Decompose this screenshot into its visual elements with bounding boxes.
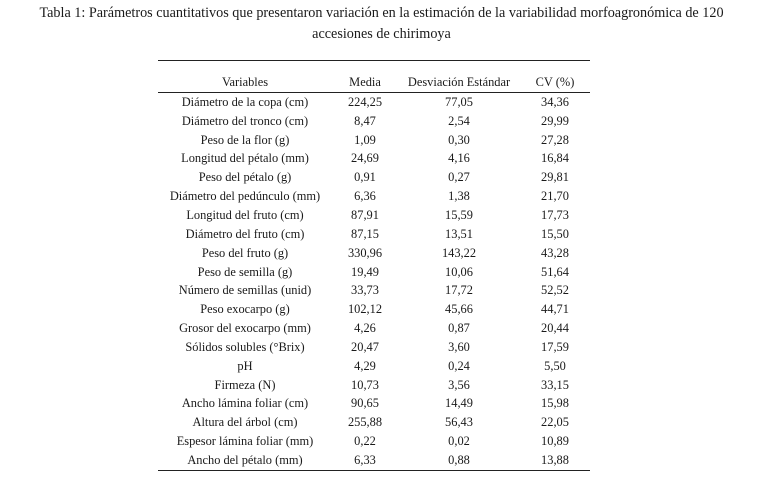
cell-desviacion: 17,72 [445, 283, 473, 298]
cell-cv: 29,99 [541, 113, 569, 128]
table-caption [0, 3, 763, 45]
cell-desviacion: 0,02 [448, 434, 470, 449]
table-row [158, 131, 590, 150]
cell-desviacion: 0,30 [448, 132, 470, 147]
cell-variable: Altura del árbol (cm) [192, 415, 298, 430]
table-row [158, 413, 590, 432]
cell-cv: 13,88 [541, 452, 569, 467]
cell-media: 4,26 [354, 321, 376, 336]
data-table [158, 61, 590, 91]
cell-variable: Número de semillas (unid) [178, 283, 312, 298]
data-table-container [158, 60, 590, 471]
cell-media: 1,09 [354, 132, 376, 147]
cell-variable: Ancho del pétalo (mm) [187, 452, 303, 467]
table-row [158, 187, 590, 206]
header-variables: Variables [221, 75, 269, 89]
cell-media: 330,96 [347, 245, 383, 260]
cell-cv: 21,70 [541, 189, 569, 204]
cell-desviacion: 0,88 [448, 452, 470, 467]
cell-media: 8,47 [354, 113, 376, 128]
cell-desviacion: 1,38 [448, 189, 470, 204]
table-row [158, 395, 590, 414]
table-row [158, 93, 590, 112]
cell-media: 4,29 [354, 358, 376, 373]
table-row [158, 263, 590, 282]
cell-variable: Peso del fruto (g) [201, 245, 289, 260]
cell-desviacion: 13,51 [445, 226, 473, 241]
table-row [158, 300, 590, 319]
cell-media: 24,69 [351, 151, 379, 166]
cell-variable: Peso exocarpo (g) [200, 302, 290, 317]
table-row [158, 150, 590, 169]
cell-variable: Diámetro del tronco (cm) [181, 113, 309, 128]
cell-cv: 17,73 [541, 207, 569, 222]
cell-cv: 34,36 [541, 94, 569, 109]
cell-media: 87,91 [351, 207, 379, 222]
cell-desviacion: 3,56 [448, 377, 470, 392]
table-row [158, 376, 590, 395]
caption-line-1: Tabla 1: Parámetros cuantitativos que presentaron variación en la estimación de la variabilidad morfoagronómica de 120 [39, 5, 724, 21]
table-row [158, 206, 590, 225]
cell-cv: 44,71 [541, 302, 569, 317]
header-cv: CV (%) [535, 75, 575, 89]
cell-cv: 20,44 [541, 321, 569, 336]
cell-media: 20,47 [351, 339, 379, 354]
cell-cv: 10,89 [541, 434, 569, 449]
caption-line-2: accesiones de chirimoya [312, 26, 451, 42]
header-media: Media [349, 75, 381, 89]
cell-cv: 15,98 [541, 396, 569, 411]
cell-cv: 52,52 [541, 283, 569, 298]
cell-variable: Diámetro del pedúnculo (mm) [169, 189, 321, 204]
cell-desviacion: 77,05 [445, 94, 473, 109]
cell-variable: Ancho lámina foliar (cm) [181, 396, 309, 411]
cell-variable: Diámetro de la copa (cm) [181, 94, 309, 109]
cell-desviacion: 143,22 [441, 245, 477, 260]
cell-cv: 51,64 [541, 264, 569, 279]
cell-variable: Peso del pétalo (g) [198, 170, 292, 185]
cell-media: 19,49 [351, 264, 379, 279]
cell-variable: pH [237, 358, 253, 373]
table-header [158, 61, 590, 91]
cell-variable: Grosor del exocarpo (mm) [179, 321, 311, 336]
cell-media: 6,36 [354, 189, 376, 204]
table-row [158, 244, 590, 263]
cell-cv: 43,28 [541, 245, 569, 260]
cell-variable: Peso de la flor (g) [200, 132, 290, 147]
table-row [158, 168, 590, 187]
cell-cv: 16,84 [541, 151, 569, 166]
cell-desviacion: 3,60 [448, 339, 470, 354]
table-row [158, 225, 590, 244]
header-row [158, 71, 590, 91]
table-row [158, 319, 590, 338]
cell-media: 255,88 [347, 415, 383, 430]
table-row [158, 281, 590, 300]
cell-media: 0,22 [354, 434, 376, 449]
cell-variable: Peso de semilla (g) [197, 264, 293, 279]
cell-variable: Sólidos solubles (°Brix) [185, 339, 305, 354]
table-row [158, 112, 590, 131]
cell-desviacion: 0,24 [448, 358, 470, 373]
cell-media: 33,73 [351, 283, 379, 298]
table-row [158, 338, 590, 357]
table-body [158, 93, 590, 470]
cell-cv: 17,59 [541, 339, 569, 354]
header-desviacion: Desviación Estándar [407, 75, 511, 89]
cell-media: 87,15 [351, 226, 379, 241]
cell-cv: 15,50 [541, 226, 569, 241]
cell-desviacion: 56,43 [445, 415, 473, 430]
cell-variable: Longitud del pétalo (mm) [181, 151, 309, 166]
cell-desviacion: 15,59 [445, 207, 473, 222]
data-table-body [158, 93, 590, 470]
cell-media: 224,25 [347, 94, 383, 109]
table-row [158, 357, 590, 376]
cell-desviacion: 45,66 [445, 302, 473, 317]
cell-desviacion: 0,87 [448, 321, 470, 336]
cell-cv: 22,05 [541, 415, 569, 430]
cell-media: 0,91 [354, 170, 376, 185]
table-row [158, 451, 590, 470]
cell-desviacion: 4,16 [448, 151, 470, 166]
cell-cv: 33,15 [541, 377, 569, 392]
cell-cv: 27,28 [541, 132, 569, 147]
table-row [158, 432, 590, 451]
cell-media: 6,33 [354, 452, 376, 467]
cell-cv: 5,50 [544, 358, 566, 373]
cell-variable: Firmeza (N) [214, 377, 276, 392]
cell-desviacion: 0,27 [448, 170, 470, 185]
cell-desviacion: 2,54 [448, 113, 470, 128]
table-bottom-rule [158, 470, 590, 471]
cell-media: 90,65 [351, 396, 379, 411]
cell-variable: Espesor lámina foliar (mm) [176, 434, 314, 449]
cell-media: 102,12 [347, 302, 383, 317]
cell-media: 10,73 [351, 377, 379, 392]
cell-desviacion: 14,49 [445, 396, 473, 411]
cell-variable: Longitud del fruto (cm) [186, 207, 304, 222]
cell-variable: Diámetro del fruto (cm) [185, 226, 305, 241]
cell-cv: 29,81 [541, 170, 569, 185]
cell-desviacion: 10,06 [445, 264, 473, 279]
